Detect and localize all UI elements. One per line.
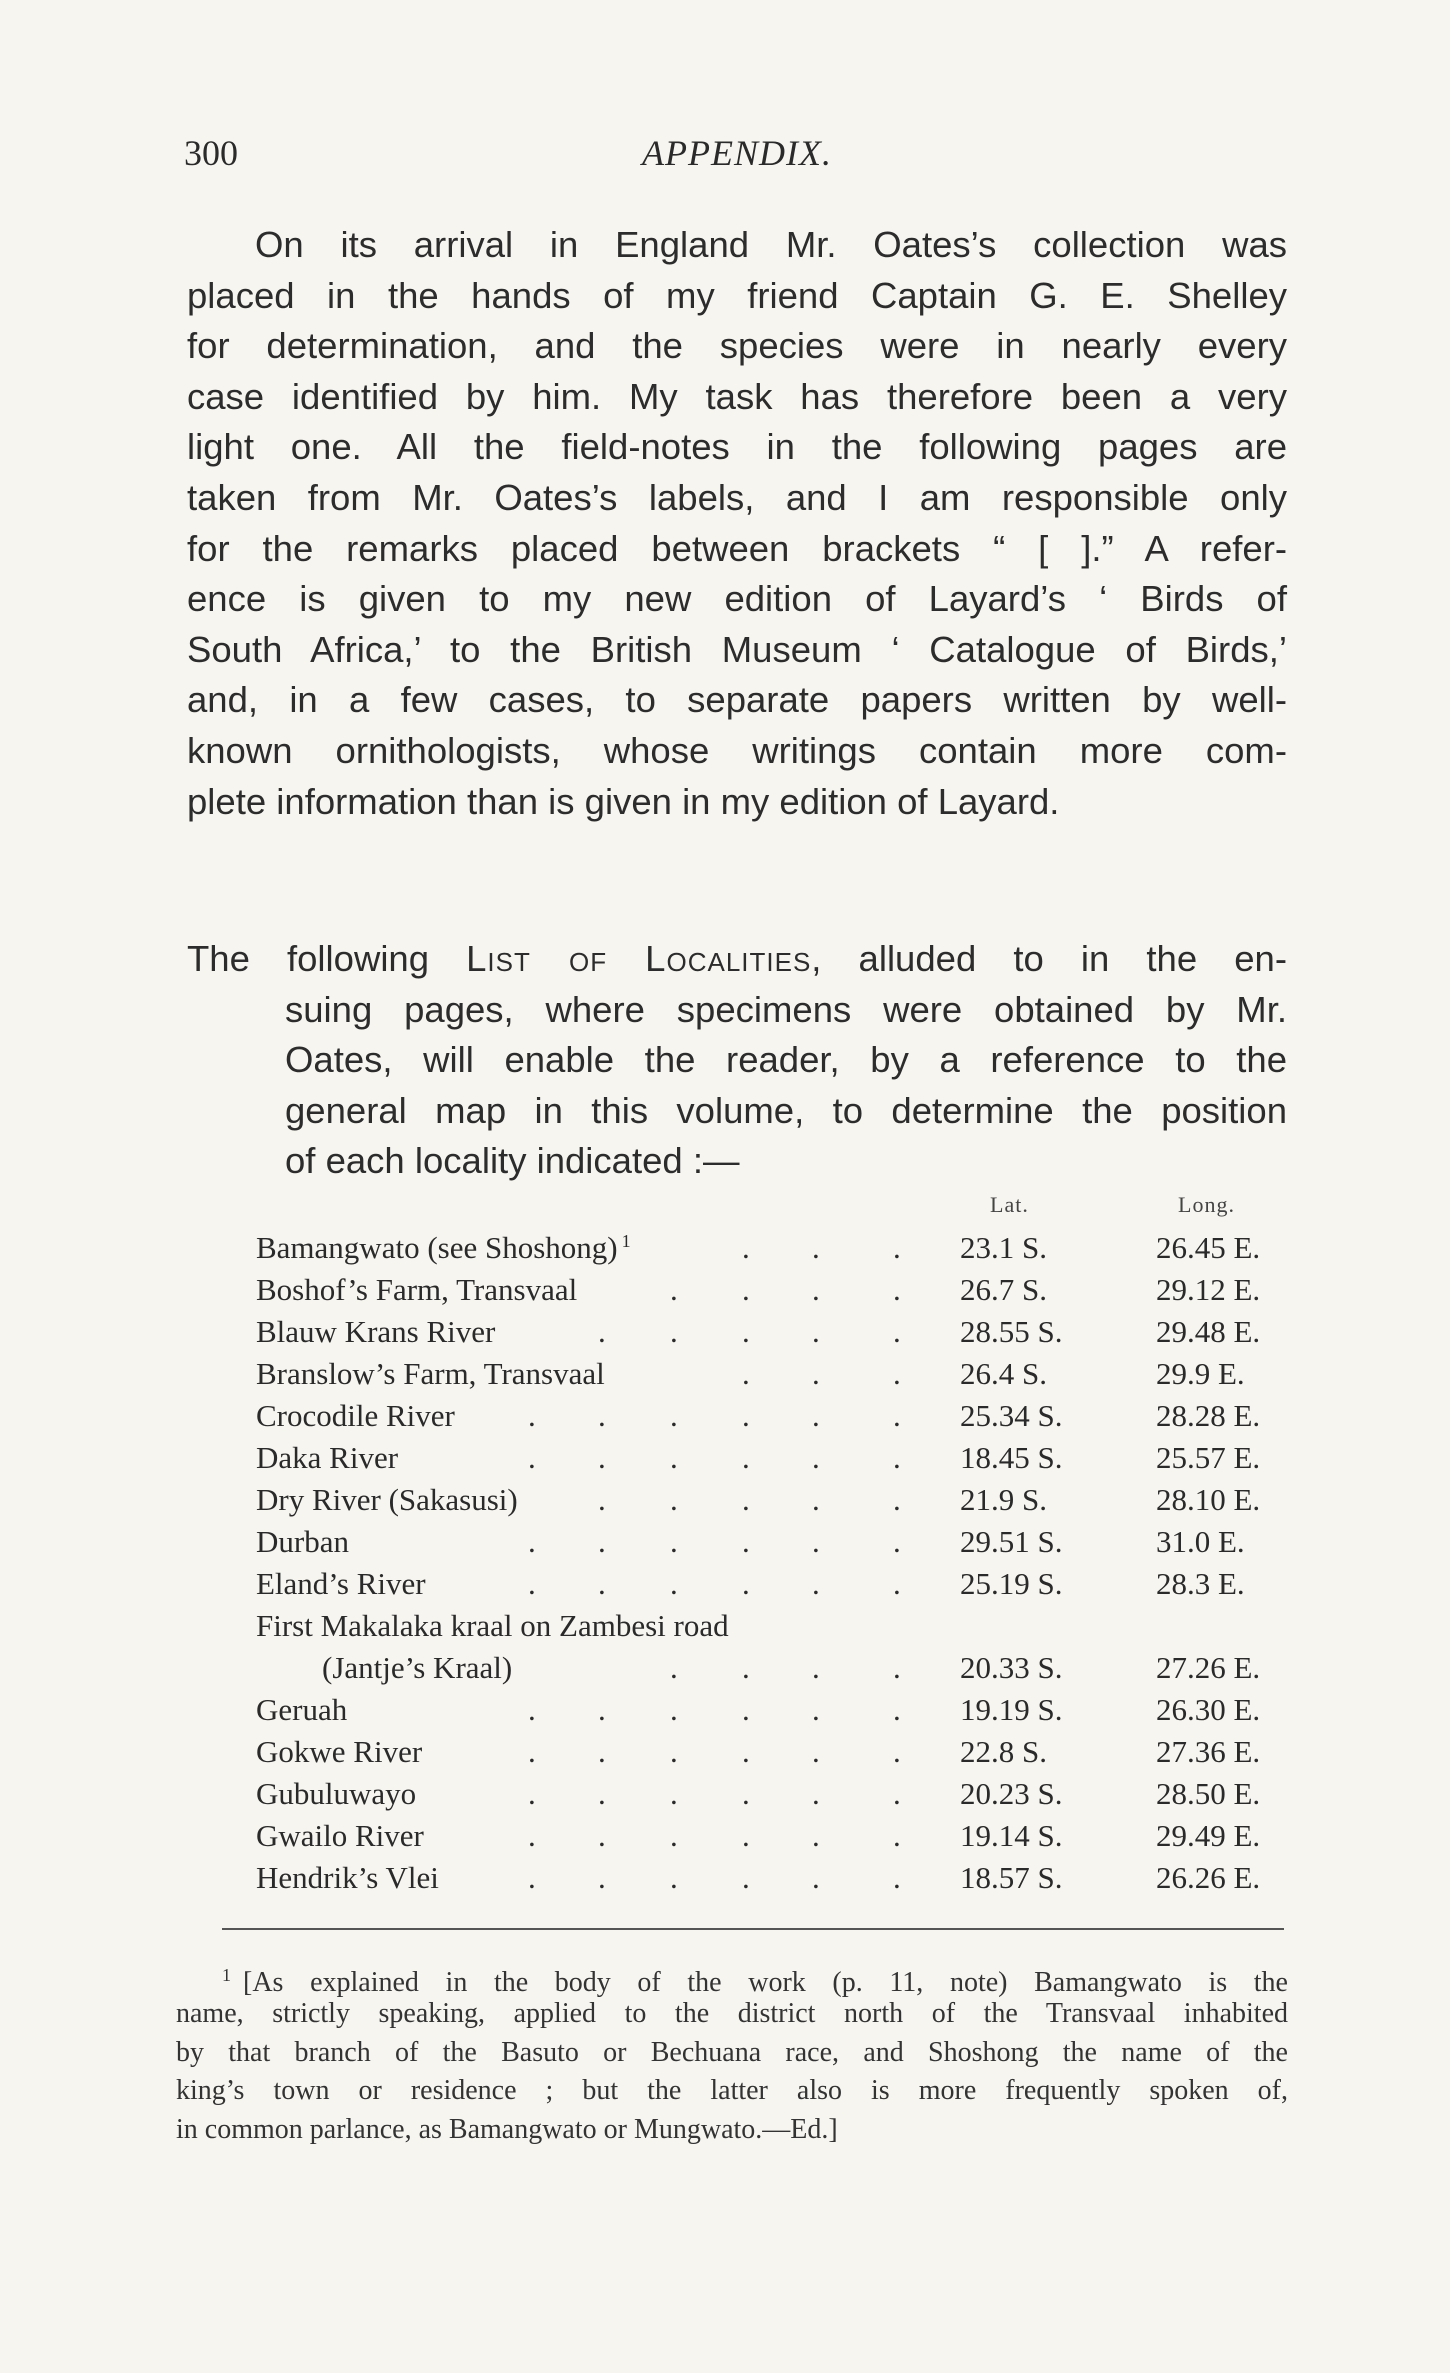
locality-row <box>0 1734 1450 1776</box>
longitude-value: 31.0 E. <box>1156 1524 1245 1559</box>
footnote-line: in common parlance, as Bamangwato or Mungwato.—Ed.] <box>176 2114 838 2146</box>
footnote-reference: 1 <box>621 1230 631 1251</box>
paragraph-line: On its arrival in England Mr. Oates’s collection was <box>255 224 1287 265</box>
locality-name <box>256 1608 729 1644</box>
latitude-value: 21.9 S. <box>960 1482 1047 1517</box>
locality-name-text: First Makalaka kraal on Zambesi road <box>256 1608 729 1643</box>
latitude-column-header: Lat. <box>990 1192 1029 1217</box>
paragraph-line: suing pages, where specimens were obtained by Mr. <box>285 988 1287 1030</box>
leader-dots: . . . . . . <box>528 1860 901 1895</box>
locality-name-text: Branslow’s Farm, Transvaal <box>256 1356 605 1391</box>
leader-dots: . . . . . . <box>528 1440 901 1475</box>
paragraph-line: known ornithologists, whose writings contain more com- <box>187 729 1287 771</box>
longitude-value: 28.3 E. <box>1156 1566 1245 1601</box>
footnote-line: king’s town or residence ; but the latter also is more frequently spoken of, <box>176 2075 1288 2107</box>
locality-row <box>0 1692 1450 1734</box>
locality-name-text: Gwailo River <box>256 1818 424 1853</box>
longitude-value: 25.57 E. <box>1156 1440 1261 1475</box>
locality-row <box>0 1356 1450 1398</box>
paragraph-line: light one. All the field-notes in the following pages are <box>187 426 1287 468</box>
latitude-value: 22.8 S. <box>960 1734 1047 1769</box>
locality-row <box>0 1776 1450 1818</box>
locality-row <box>0 1314 1450 1356</box>
locality-name-continued: (Jantje’s Kraal) <box>322 1650 513 1685</box>
leader-dots: . . . . . . <box>528 1734 901 1769</box>
footnote-line <box>176 1956 1288 1998</box>
page-number: 300 <box>184 133 238 173</box>
longitude-value: 27.26 E. <box>1156 1650 1261 1685</box>
paragraph-line: case identified by him. My task has therefore been a very <box>187 375 1287 417</box>
longitude-value: 26.45 E. <box>1156 1230 1261 1265</box>
longitude-value: 26.30 E. <box>1156 1692 1261 1727</box>
locality-name-text: Blauw Krans River <box>256 1314 496 1349</box>
footnote <box>176 1956 1288 2150</box>
locality-row <box>0 1230 1450 1272</box>
locality-row <box>0 1440 1450 1482</box>
leader-dots: . . . . <box>670 1650 901 1685</box>
locality-rows <box>0 1230 1450 1902</box>
locality-name-text: Hendrik’s Vlei <box>256 1860 439 1895</box>
latitude-value: 18.45 S. <box>960 1440 1063 1475</box>
locality-name-text: Gubuluwayo <box>256 1776 417 1811</box>
leader-dots: . . . <box>742 1230 901 1265</box>
footnote-marker: 1 <box>222 1965 231 1985</box>
leader-dots: . . . . . <box>598 1482 901 1517</box>
leader-dots: . . . . . <box>598 1314 901 1349</box>
longitude-value: 28.28 E. <box>1156 1398 1261 1433</box>
locality-row <box>0 1524 1450 1566</box>
locality-name-text: Boshof’s Farm, Transvaal <box>256 1272 578 1307</box>
latitude-value: 19.14 S. <box>960 1818 1063 1853</box>
list-of-localities-heading: List of Localities <box>466 938 812 979</box>
locality-name-text: Geruah <box>256 1692 348 1727</box>
locality-row <box>0 1482 1450 1524</box>
locality-name-text: Dry River (Sakasusi) <box>256 1482 518 1517</box>
latitude-value: 26.4 S. <box>960 1356 1047 1391</box>
longitude-column-header: Long. <box>1178 1192 1235 1217</box>
longitude-value: 29.49 E. <box>1156 1818 1261 1853</box>
locality-row <box>0 1272 1450 1314</box>
latitude-value: 20.33 S. <box>960 1650 1063 1685</box>
paragraph-line: taken from Mr. Oates’s labels, and I am responsible only <box>187 476 1287 518</box>
paragraph-line: Oates, will enable the reader, by a reference to the <box>285 1039 1287 1081</box>
longitude-value: 28.10 E. <box>1156 1482 1261 1517</box>
paragraph-line: ence is given to my new edition of Layard’s ‘ Birds of <box>187 578 1287 620</box>
text-run: The following <box>187 938 467 979</box>
text-run: , alluded to in the en- <box>811 938 1288 979</box>
footnote-line: by that branch of the Basuto or Bechuana race, and Shoshong the name of the <box>176 2036 1288 2068</box>
leader-dots: . . . <box>742 1356 901 1391</box>
leader-dots: . . . . . . <box>528 1566 901 1601</box>
paragraph-line: for determination, and the species were in nearly every <box>187 325 1287 367</box>
footnote-text: [As explained in the body of the work (p. 11, note) Bamangwato is the <box>243 1967 1288 1998</box>
paragraph-line: plete information than is given in my edition of Layard. <box>187 780 1060 822</box>
paragraph-line: South Africa,’ to the British Museum ‘ Catalogue of Birds,’ <box>187 628 1287 670</box>
locality-row <box>0 1398 1450 1440</box>
intro-paragraph <box>187 220 1287 827</box>
latitude-value: 18.57 S. <box>960 1860 1063 1895</box>
locality-name-text: Durban <box>256 1524 349 1559</box>
paragraph-line: general map in this volume, to determine the position <box>285 1089 1287 1131</box>
page-header <box>184 132 1290 182</box>
latitude-value: 23.1 S. <box>960 1230 1047 1265</box>
paragraph-line: and, in a few cases, to separate papers written by well- <box>187 679 1287 721</box>
paragraph-line: for the remarks placed between brackets “ [ ].” A refer- <box>187 527 1287 569</box>
longitude-value: 29.12 E. <box>1156 1272 1261 1307</box>
longitude-value: 29.9 E. <box>1156 1356 1245 1391</box>
locality-name-text: Bamangwato (see Shoshong) <box>256 1230 618 1265</box>
footnote-line: name, strictly speaking, applied to the district north of the Transvaal inhabited <box>176 1997 1288 2029</box>
leader-dots: . . . . . . <box>528 1692 901 1727</box>
locality-name-text: Crocodile River <box>256 1398 455 1433</box>
locality-row <box>0 1566 1450 1608</box>
locality-row <box>0 1860 1450 1902</box>
leader-dots: . . . . . . <box>528 1524 901 1559</box>
latitude-value: 19.19 S. <box>960 1692 1063 1727</box>
paragraph-line: of each locality indicated :— <box>285 1140 740 1182</box>
leader-dots: . . . . <box>670 1272 901 1307</box>
running-head: APPENDIX. <box>642 133 832 173</box>
latitude-value: 20.23 S. <box>960 1776 1063 1811</box>
locality-row <box>0 1608 1450 1692</box>
longitude-value: 27.36 E. <box>1156 1734 1261 1769</box>
locality-name-text: Eland’s River <box>256 1566 426 1601</box>
latitude-value: 28.55 S. <box>960 1314 1063 1349</box>
latitude-value: 29.51 S. <box>960 1524 1063 1559</box>
paragraph-line <box>187 934 1287 985</box>
latitude-value: 25.19 S. <box>960 1566 1063 1601</box>
paragraph-line: placed in the hands of my friend Captain G. E. Shelley <box>187 274 1287 316</box>
longitude-value: 29.48 E. <box>1156 1314 1261 1349</box>
leader-dots: . . . . . . <box>528 1776 901 1811</box>
latitude-value: 26.7 S. <box>960 1272 1047 1307</box>
locality-name-text: Gokwe River <box>256 1734 423 1769</box>
longitude-value: 28.50 E. <box>1156 1776 1261 1811</box>
footnote-rule <box>222 1928 1284 1930</box>
locality-name-text: Daka River <box>256 1440 399 1475</box>
localities-paragraph <box>187 934 1287 1187</box>
leader-dots: . . . . . . <box>528 1398 901 1433</box>
leader-dots: . . . . . . <box>528 1818 901 1853</box>
latitude-value: 25.34 S. <box>960 1398 1063 1433</box>
locality-row <box>0 1818 1450 1860</box>
longitude-value: 26.26 E. <box>1156 1860 1261 1895</box>
